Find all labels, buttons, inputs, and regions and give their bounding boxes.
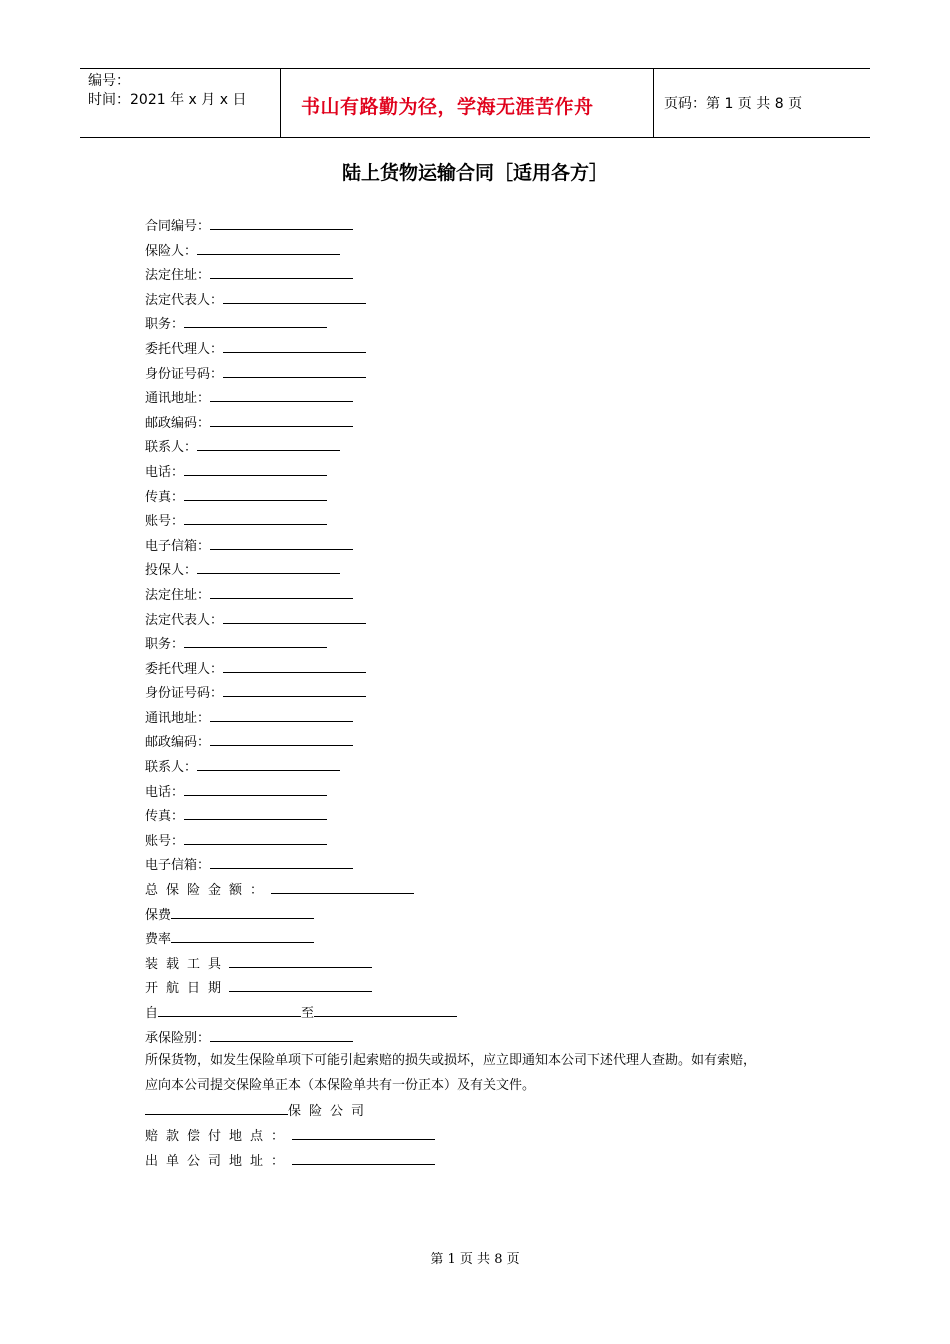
field-row xyxy=(145,459,845,484)
field-row xyxy=(145,336,845,361)
field-label: 身份证号码： xyxy=(145,366,224,382)
insurer-company-row xyxy=(145,1098,845,1123)
coverage-row xyxy=(145,1025,845,1050)
field-label: 电话： xyxy=(145,784,185,800)
number-label: 编号： xyxy=(88,73,130,89)
field-label: 账号： xyxy=(145,514,185,530)
field-label: 法定代表人： xyxy=(145,292,224,308)
field-blank[interactable] xyxy=(223,680,366,697)
field-label: 开航日期 xyxy=(145,981,230,997)
field-row xyxy=(145,410,845,435)
to-blank[interactable] xyxy=(314,1000,457,1017)
from-blank[interactable] xyxy=(158,1000,301,1017)
document-header xyxy=(80,68,870,138)
field-label: 传真： xyxy=(145,809,185,825)
field-blank[interactable] xyxy=(223,336,366,353)
field-label: 合同编号： xyxy=(145,219,211,234)
period-row xyxy=(145,1000,845,1025)
field-row xyxy=(145,975,845,1000)
header-motto: 书山有路勤为径，学海无涯苦作舟 xyxy=(281,69,654,137)
field-label: 法定代表人： xyxy=(145,612,224,628)
coverage-label: 承保险别： xyxy=(145,1030,211,1046)
field-blank[interactable] xyxy=(171,926,314,943)
field-blank[interactable] xyxy=(210,213,353,230)
field-blank[interactable] xyxy=(223,287,366,304)
field-blank[interactable] xyxy=(197,238,340,255)
field-blank[interactable] xyxy=(171,902,314,919)
field-row xyxy=(145,287,845,312)
field-blank[interactable] xyxy=(210,852,353,869)
field-label: 联系人： xyxy=(145,760,198,776)
contract-fields xyxy=(145,213,845,1172)
field-label: 保险人： xyxy=(145,243,198,259)
field-blank[interactable] xyxy=(229,975,372,992)
insurer-company-blank[interactable] xyxy=(145,1098,288,1115)
field-blank[interactable] xyxy=(210,262,353,279)
field-row xyxy=(145,902,845,927)
field-blank[interactable] xyxy=(184,311,327,328)
field-blank[interactable] xyxy=(184,803,327,820)
field-row xyxy=(145,631,845,656)
field-label: 费率 xyxy=(145,932,172,948)
field-label: 职务： xyxy=(145,637,185,653)
field-row xyxy=(145,803,845,828)
to-label: 至 xyxy=(301,1006,315,1021)
field-row xyxy=(145,582,845,607)
field-label: 委托代理人： xyxy=(145,661,224,677)
field-blank[interactable] xyxy=(197,557,340,574)
field-blank[interactable] xyxy=(210,729,353,746)
claim-paragraph-2: 应向本公司提交保险单正本（本保险单共有一份正本）及有关文件。 xyxy=(145,1077,536,1093)
issuing-address-label: 出单公司地址： xyxy=(145,1153,293,1169)
field-row xyxy=(145,926,845,951)
field-label: 电话： xyxy=(145,464,185,480)
field-label: 委托代理人： xyxy=(145,341,224,357)
field-row xyxy=(145,533,845,558)
field-blank[interactable] xyxy=(184,484,327,501)
field-row xyxy=(145,557,845,582)
field-row xyxy=(145,385,845,410)
field-label: 账号： xyxy=(145,833,185,849)
field-row xyxy=(145,729,845,754)
field-label: 通讯地址： xyxy=(145,391,211,407)
payment-place-label: 赔款偿付地点： xyxy=(145,1128,293,1144)
field-blank[interactable] xyxy=(184,508,327,525)
insurer-company-label: 保险公司 xyxy=(288,1104,373,1120)
document-title: 陆上货物运输合同［适用各方］ xyxy=(341,162,608,184)
field-row xyxy=(145,877,845,902)
field-blank[interactable] xyxy=(210,582,353,599)
field-blank[interactable] xyxy=(210,533,353,550)
field-row xyxy=(145,656,845,681)
field-row xyxy=(145,361,845,386)
field-row xyxy=(145,607,845,632)
field-blank[interactable] xyxy=(184,828,327,845)
field-label: 法定住址： xyxy=(145,268,211,284)
field-label: 电子信箱： xyxy=(145,858,211,874)
field-row xyxy=(145,951,845,976)
time-label: 时间：2021 年 x 月 x 日 xyxy=(88,92,247,108)
field-label: 保费 xyxy=(145,907,172,923)
field-label: 邮政编码： xyxy=(145,415,211,431)
field-row xyxy=(145,828,845,853)
field-row xyxy=(145,311,845,336)
claim-paragraph-1: 所保货物，如发生保险单项下可能引起索赔的损失或损坏，应立即通知本公司下述代理人查勘。如有索赔， xyxy=(145,1053,757,1069)
page-footer: 第 1 页 共 8 页 xyxy=(430,1252,520,1267)
issuing-address-row xyxy=(145,1148,845,1173)
field-row xyxy=(145,680,845,705)
field-blank[interactable] xyxy=(197,754,340,771)
field-blank[interactable] xyxy=(223,607,366,624)
payment-place-blank[interactable] xyxy=(292,1123,435,1140)
field-label: 联系人： xyxy=(145,440,198,456)
field-blank[interactable] xyxy=(271,877,414,894)
field-blank[interactable] xyxy=(223,656,366,673)
header-meta xyxy=(80,69,281,137)
field-label: 邮政编码： xyxy=(145,735,211,751)
field-label: 装载工具 xyxy=(145,956,230,972)
field-label: 通讯地址： xyxy=(145,710,211,726)
field-blank[interactable] xyxy=(223,361,366,378)
field-blank[interactable] xyxy=(210,705,353,722)
from-label: 自 xyxy=(145,1006,159,1021)
field-row xyxy=(145,754,845,779)
payment-place-row xyxy=(145,1123,845,1148)
field-blank[interactable] xyxy=(197,434,340,451)
field-row xyxy=(145,705,845,730)
field-blank[interactable] xyxy=(210,410,353,427)
field-blank[interactable] xyxy=(184,459,327,476)
field-blank[interactable] xyxy=(210,385,353,402)
field-row xyxy=(145,852,845,877)
header-page-info: 页码：第 1 页 共 8 页 xyxy=(664,96,803,112)
coverage-blank[interactable] xyxy=(210,1025,353,1042)
field-row xyxy=(145,484,845,509)
field-row xyxy=(145,434,845,459)
field-row xyxy=(145,213,845,238)
field-row xyxy=(145,779,845,804)
field-label: 职务： xyxy=(145,317,185,333)
field-row xyxy=(145,508,845,533)
field-label: 电子信箱： xyxy=(145,538,211,554)
field-label: 投保人： xyxy=(145,563,198,579)
issuing-address-blank[interactable] xyxy=(292,1148,435,1165)
field-label: 传真： xyxy=(145,489,185,505)
field-label: 法定住址： xyxy=(145,587,211,603)
field-blank[interactable] xyxy=(229,951,372,968)
field-blank[interactable] xyxy=(184,631,327,648)
field-row xyxy=(145,238,845,263)
field-label: 身份证号码： xyxy=(145,686,224,702)
field-blank[interactable] xyxy=(184,779,327,796)
field-label: 总保险金额： xyxy=(145,883,272,899)
field-row xyxy=(145,262,845,287)
